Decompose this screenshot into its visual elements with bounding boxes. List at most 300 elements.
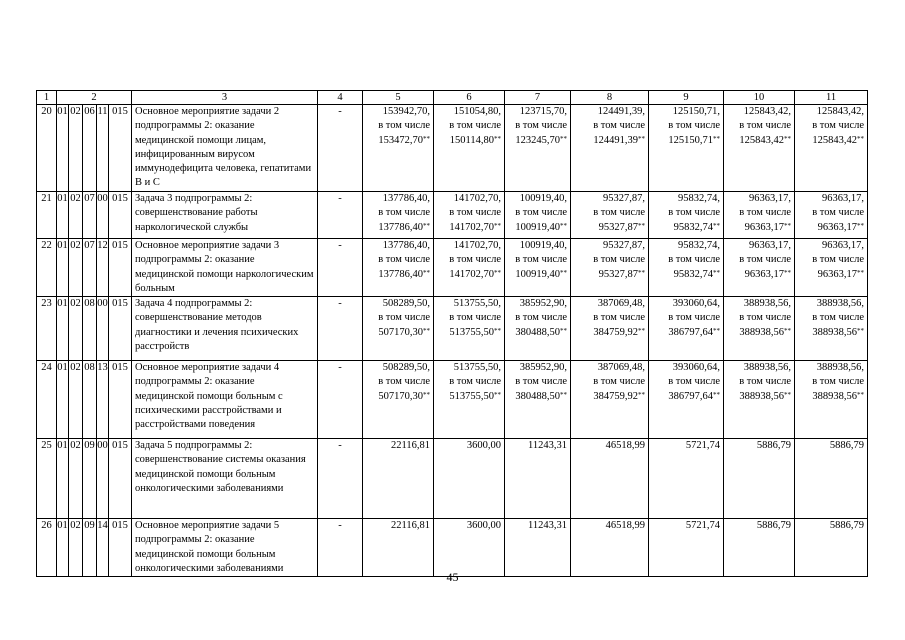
amount-text: 5721,74 (685, 440, 721, 452)
amount-total (365, 361, 430, 375)
amount-text: 124491,39, (597, 106, 646, 117)
amount-subtotal (651, 268, 720, 282)
code-cell: 02 (69, 519, 83, 577)
amount-text: 137786,40, (382, 193, 431, 204)
amount-total (507, 192, 567, 206)
amount-cell (434, 519, 505, 577)
column-4-value: - (318, 519, 363, 577)
amount-subtotal (365, 268, 430, 282)
amount-text: 96363,17 (744, 268, 785, 280)
amount-including-label (651, 311, 720, 325)
code-cell: 07 (83, 192, 97, 239)
amount-total (726, 239, 791, 253)
amount-text: в том числе (378, 207, 431, 219)
amount-subtotal (365, 221, 430, 235)
amount-text: в том числе (812, 376, 865, 388)
amount-including-label (726, 206, 791, 220)
amount-cell (571, 192, 649, 239)
amount-total (573, 105, 645, 119)
amount-including-label (365, 311, 430, 325)
amount-subtotal (436, 390, 501, 404)
amount-total (651, 361, 720, 375)
amount-text: в том числе (593, 207, 646, 219)
amount-text: в том числе (378, 254, 431, 266)
row-name: Основное мероприятие задачи 2 подпрограммы 2: оказание медицинской помощи лицам, инфицированным вирусом иммунодефицита человека, гепатитами В и С (132, 105, 318, 192)
header-cell: 5 (363, 91, 434, 105)
amount-text: 95327,87, (603, 240, 646, 251)
row-number: 22 (37, 239, 57, 297)
amount-text: в том числе (739, 207, 792, 219)
table-row (37, 239, 868, 297)
amount-cell (571, 239, 649, 297)
amount-total (573, 519, 645, 533)
amount-text: 5886,79 (756, 520, 792, 532)
amount-cell (363, 519, 434, 577)
amount-including-label (797, 206, 864, 220)
amount-subtotal (436, 326, 501, 340)
amount-text: 384759,92 (593, 326, 639, 338)
amount-total (797, 105, 864, 119)
code-cell: 06 (83, 105, 97, 192)
amount-including-label (797, 119, 864, 133)
amount-cell (505, 192, 571, 239)
footnote-mark: ** (638, 326, 646, 335)
amount-subtotal (726, 268, 791, 282)
amount-including-label (507, 119, 567, 133)
amount-subtotal (573, 221, 645, 235)
code-cell: 02 (69, 297, 83, 361)
amount-text: 141702,70, (453, 193, 502, 204)
amount-text: 95327,87 (598, 221, 639, 233)
amount-text: 393060,64, (672, 298, 721, 310)
table-row (37, 361, 868, 439)
amount-cell (795, 297, 868, 361)
amount-total (651, 519, 720, 533)
amount-text: 388938,56, (816, 362, 865, 374)
footnote-mark: ** (638, 221, 646, 230)
amount-text: 380488,50 (515, 390, 561, 402)
amount-text: 125843,42 (739, 134, 785, 146)
amount-text: в том числе (593, 376, 646, 388)
amount-cell (571, 361, 649, 439)
column-4-value: - (318, 239, 363, 297)
amount-total (436, 297, 501, 311)
amount-cell (434, 105, 505, 192)
amount-subtotal (507, 221, 567, 235)
footnote-mark: ** (494, 134, 502, 143)
amount-text: 11243,31 (528, 520, 568, 532)
amount-text: 388938,56 (739, 326, 785, 338)
page-number: 45 (446, 570, 459, 584)
amount-subtotal (651, 326, 720, 340)
amount-cell (649, 239, 724, 297)
amount-text: 386797,64 (668, 390, 714, 402)
amount-text: в том числе (739, 312, 792, 324)
amount-cell (571, 519, 649, 577)
row-name: Задача 4 подпрограммы 2: совершенствование методов диагностики и лечения психических расстройств (132, 297, 318, 361)
code-cell: 02 (69, 192, 83, 239)
amount-text: 125843,42, (816, 106, 865, 117)
amount-text: 125843,42 (812, 134, 858, 146)
footnote-mark: ** (713, 221, 721, 230)
amount-text: в том числе (668, 120, 721, 132)
amount-text: в том числе (668, 376, 721, 388)
header-cell: 6 (434, 91, 505, 105)
amount-text: 95327,87 (598, 268, 639, 280)
amount-text: 100919,40, (519, 240, 568, 251)
table-row (37, 192, 868, 239)
amount-including-label (573, 311, 645, 325)
amount-total (436, 192, 501, 206)
amount-text: в том числе (449, 312, 502, 324)
row-number: 20 (37, 105, 57, 192)
row-name: Основное мероприятие задачи 3 подпрограммы 2: оказание медицинской помощи наркологическим больным (132, 239, 318, 297)
code-cell: 09 (83, 519, 97, 577)
row-number: 23 (37, 297, 57, 361)
amount-total (365, 439, 430, 453)
amount-cell (434, 361, 505, 439)
footnote-mark: ** (857, 134, 865, 143)
amount-cell (724, 239, 795, 297)
amount-cell (505, 439, 571, 519)
footnote-mark: ** (857, 221, 865, 230)
code-cell: 02 (69, 361, 83, 439)
amount-total (726, 439, 791, 453)
table-row (37, 105, 868, 192)
code-cell: 015 (109, 239, 132, 297)
amount-including-label (651, 253, 720, 267)
amount-subtotal (726, 221, 791, 235)
amount-text: в том числе (515, 254, 568, 266)
amount-text: 100919,40, (519, 193, 568, 204)
amount-text: 46518,99 (605, 520, 646, 532)
amount-text: 386797,64 (668, 326, 714, 338)
amount-cell (434, 239, 505, 297)
amount-text: в том числе (668, 254, 721, 266)
amount-subtotal (436, 134, 501, 148)
amount-text: 388938,56 (739, 390, 785, 402)
amount-including-label (436, 311, 501, 325)
code-cell: 14 (97, 519, 109, 577)
amount-cell (505, 105, 571, 192)
amount-including-label (573, 375, 645, 389)
amount-text: 11243,31 (528, 440, 568, 452)
amount-text: в том числе (378, 120, 431, 132)
amount-text: 507170,30 (378, 390, 424, 402)
header-cell: 9 (649, 91, 724, 105)
amount-subtotal (573, 326, 645, 340)
amount-text: в том числе (515, 376, 568, 388)
amount-including-label (797, 253, 864, 267)
amount-text: 137786,40 (378, 268, 424, 280)
code-cell: 07 (83, 239, 97, 297)
amount-including-label (365, 206, 430, 220)
amount-including-label (436, 375, 501, 389)
amount-text: 388938,56, (816, 298, 865, 310)
footnote-mark: ** (638, 390, 646, 399)
amount-text: 153472,70 (378, 134, 424, 146)
amount-text: 100919,40 (515, 221, 561, 233)
amount-total (507, 361, 567, 375)
footnote-mark: ** (713, 390, 721, 399)
amount-text: в том числе (668, 207, 721, 219)
amount-total (651, 297, 720, 311)
amount-including-label (726, 375, 791, 389)
amount-total (726, 519, 791, 533)
footnote-mark: ** (857, 268, 865, 277)
row-number: 24 (37, 361, 57, 439)
footnote-mark: ** (784, 134, 792, 143)
amount-text: 388938,56, (743, 298, 792, 310)
amount-total (651, 105, 720, 119)
amount-including-label (651, 206, 720, 220)
table-row (37, 519, 868, 577)
amount-subtotal (436, 221, 501, 235)
footnote-mark: ** (784, 326, 792, 335)
amount-cell (724, 297, 795, 361)
amount-text: 125150,71 (668, 134, 714, 146)
amount-total (797, 519, 864, 533)
amount-total (573, 439, 645, 453)
amount-text: 137786,40 (378, 221, 424, 233)
row-name: Основное мероприятие задачи 4 подпрограммы 2: оказание медицинской помощи больным с психическими расстройствами и расстройствами поведения (132, 361, 318, 439)
footnote-mark: ** (494, 221, 502, 230)
footnote-mark: ** (638, 268, 646, 277)
amount-text: 95832,74, (678, 240, 721, 251)
amount-text: в том числе (449, 376, 502, 388)
amount-text: 387069,48, (597, 362, 646, 374)
amount-text: в том числе (812, 254, 865, 266)
footnote-mark: ** (784, 390, 792, 399)
code-cell: 02 (69, 239, 83, 297)
amount-cell (795, 361, 868, 439)
header-cell: 11 (795, 91, 868, 105)
code-cell: 08 (83, 361, 97, 439)
amount-cell (795, 192, 868, 239)
amount-subtotal (507, 268, 567, 282)
amount-text: в том числе (593, 312, 646, 324)
amount-text: 153942,70, (382, 106, 431, 117)
code-cell: 015 (109, 439, 132, 519)
amount-including-label (507, 375, 567, 389)
code-cell: 015 (109, 361, 132, 439)
amount-total (573, 239, 645, 253)
row-number: 21 (37, 192, 57, 239)
amount-subtotal (797, 326, 864, 340)
amount-total (436, 439, 501, 453)
amount-subtotal (726, 390, 791, 404)
amount-including-label (436, 119, 501, 133)
amount-including-label (651, 375, 720, 389)
amount-text: 508289,50, (382, 298, 431, 310)
amount-subtotal (365, 326, 430, 340)
code-cell: 00 (97, 297, 109, 361)
amount-cell (795, 105, 868, 192)
amount-text: в том числе (668, 312, 721, 324)
code-cell: 12 (97, 239, 109, 297)
amount-including-label (726, 119, 791, 133)
amount-text: 137786,40, (382, 240, 431, 251)
footnote-mark: ** (560, 134, 568, 143)
amount-subtotal (651, 221, 720, 235)
amount-subtotal (797, 221, 864, 235)
amount-including-label (726, 253, 791, 267)
amount-total (726, 361, 791, 375)
amount-total (797, 361, 864, 375)
amount-text: 96363,17, (749, 240, 792, 251)
amount-total (726, 192, 791, 206)
code-cell: 02 (69, 439, 83, 519)
footnote-mark: ** (494, 390, 502, 399)
amount-subtotal (436, 268, 501, 282)
column-4-value: - (318, 297, 363, 361)
amount-cell (649, 105, 724, 192)
amount-text: в том числе (378, 376, 431, 388)
amount-including-label (436, 253, 501, 267)
amount-cell (505, 239, 571, 297)
amount-text: в том числе (593, 254, 646, 266)
amount-text: в том числе (739, 254, 792, 266)
amount-including-label (365, 253, 430, 267)
amount-text: 96363,17 (817, 221, 858, 233)
row-number: 26 (37, 519, 57, 577)
amount-text: 96363,17, (822, 240, 865, 251)
amount-cell (724, 361, 795, 439)
header-row (37, 91, 868, 105)
amount-total (507, 105, 567, 119)
amount-text: 141702,70 (449, 221, 495, 233)
amount-text: 513755,50, (453, 362, 502, 374)
row-name: Задача 5 подпрограммы 2: совершенствование системы оказания медицинской помощи больным онкологическими заболеваниями (132, 439, 318, 519)
table-row (37, 439, 868, 519)
footnote-mark: ** (784, 268, 792, 277)
amount-including-label (797, 311, 864, 325)
amount-text: в том числе (739, 120, 792, 132)
amount-subtotal (365, 390, 430, 404)
amount-text: 22116,81 (391, 520, 431, 532)
amount-cell (363, 105, 434, 192)
amount-text: 384759,92 (593, 390, 639, 402)
amount-text: 3600,00 (466, 440, 502, 452)
amount-total (436, 239, 501, 253)
footnote-mark: ** (857, 326, 865, 335)
amount-text: 100919,40 (515, 268, 561, 280)
amount-total (507, 519, 567, 533)
amount-including-label (436, 206, 501, 220)
amount-text: 95832,74, (678, 193, 721, 204)
amount-subtotal (507, 134, 567, 148)
amount-text: в том числе (812, 120, 865, 132)
code-cell: 015 (109, 105, 132, 192)
amount-cell (649, 297, 724, 361)
header-cell: 7 (505, 91, 571, 105)
amount-subtotal (573, 390, 645, 404)
amount-text: 380488,50 (515, 326, 561, 338)
amount-text: 46518,99 (605, 440, 646, 452)
amount-subtotal (651, 134, 720, 148)
amount-cell (649, 439, 724, 519)
footnote-mark: ** (560, 221, 568, 230)
amount-cell (434, 439, 505, 519)
footnote-mark: ** (423, 268, 431, 277)
amount-total (651, 439, 720, 453)
footnote-mark: ** (857, 390, 865, 399)
amount-text: в том числе (449, 207, 502, 219)
amount-cell (434, 297, 505, 361)
amount-text: в том числе (739, 376, 792, 388)
row-number: 25 (37, 439, 57, 519)
amount-text: 141702,70 (449, 268, 495, 280)
row-name: Задача 3 подпрограммы 2: совершенствование работы наркологической службы (132, 192, 318, 239)
header-cell: 1 (37, 91, 57, 105)
row-name: Основное мероприятие задачи 5 подпрограммы 2: оказание медицинской помощи больным онкологическими заболеваниями (132, 519, 318, 577)
amount-subtotal (365, 134, 430, 148)
amount-text: 95832,74 (673, 221, 714, 233)
footnote-mark: ** (713, 134, 721, 143)
amount-subtotal (573, 134, 645, 148)
amount-total (507, 439, 567, 453)
amount-total (573, 361, 645, 375)
amount-total (797, 439, 864, 453)
header-cell: 2 (57, 91, 132, 105)
header-cell: 4 (318, 91, 363, 105)
amount-including-label (365, 375, 430, 389)
amount-text: 388938,56 (812, 390, 858, 402)
amount-text: 513755,50 (449, 390, 495, 402)
amount-text: 124491,39 (593, 134, 639, 146)
code-cell: 015 (109, 192, 132, 239)
footnote-mark: ** (423, 221, 431, 230)
amount-including-label (507, 311, 567, 325)
amount-text: 387069,48, (597, 298, 646, 310)
amount-cell (795, 439, 868, 519)
amount-text: в том числе (812, 312, 865, 324)
amount-text: 95832,74 (673, 268, 714, 280)
amount-text: 513755,50 (449, 326, 495, 338)
footnote-mark: ** (560, 390, 568, 399)
amount-cell (724, 439, 795, 519)
amount-text: 3600,00 (466, 520, 502, 532)
amount-text: 5886,79 (829, 440, 865, 452)
amount-cell (649, 361, 724, 439)
amount-text: 150114,80 (449, 134, 495, 146)
amount-text: в том числе (593, 120, 646, 132)
footnote-mark: ** (494, 326, 502, 335)
amount-cell (649, 519, 724, 577)
amount-cell (505, 519, 571, 577)
code-cell: 01 (57, 105, 69, 192)
amount-text: 508289,50, (382, 362, 431, 374)
amount-text: 151054,80, (453, 106, 502, 117)
amount-including-label (507, 206, 567, 220)
amount-subtotal (797, 134, 864, 148)
amount-text: 5886,79 (756, 440, 792, 452)
code-cell: 01 (57, 519, 69, 577)
code-cell: 015 (109, 519, 132, 577)
amount-text: в том числе (515, 312, 568, 324)
code-cell: 02 (69, 105, 83, 192)
amount-total (573, 297, 645, 311)
code-cell: 01 (57, 297, 69, 361)
amount-total (436, 519, 501, 533)
amount-cell (571, 105, 649, 192)
amount-subtotal (573, 268, 645, 282)
amount-subtotal (651, 390, 720, 404)
amount-total (651, 192, 720, 206)
code-cell: 00 (97, 192, 109, 239)
budget-table (36, 90, 868, 577)
amount-cell (363, 439, 434, 519)
